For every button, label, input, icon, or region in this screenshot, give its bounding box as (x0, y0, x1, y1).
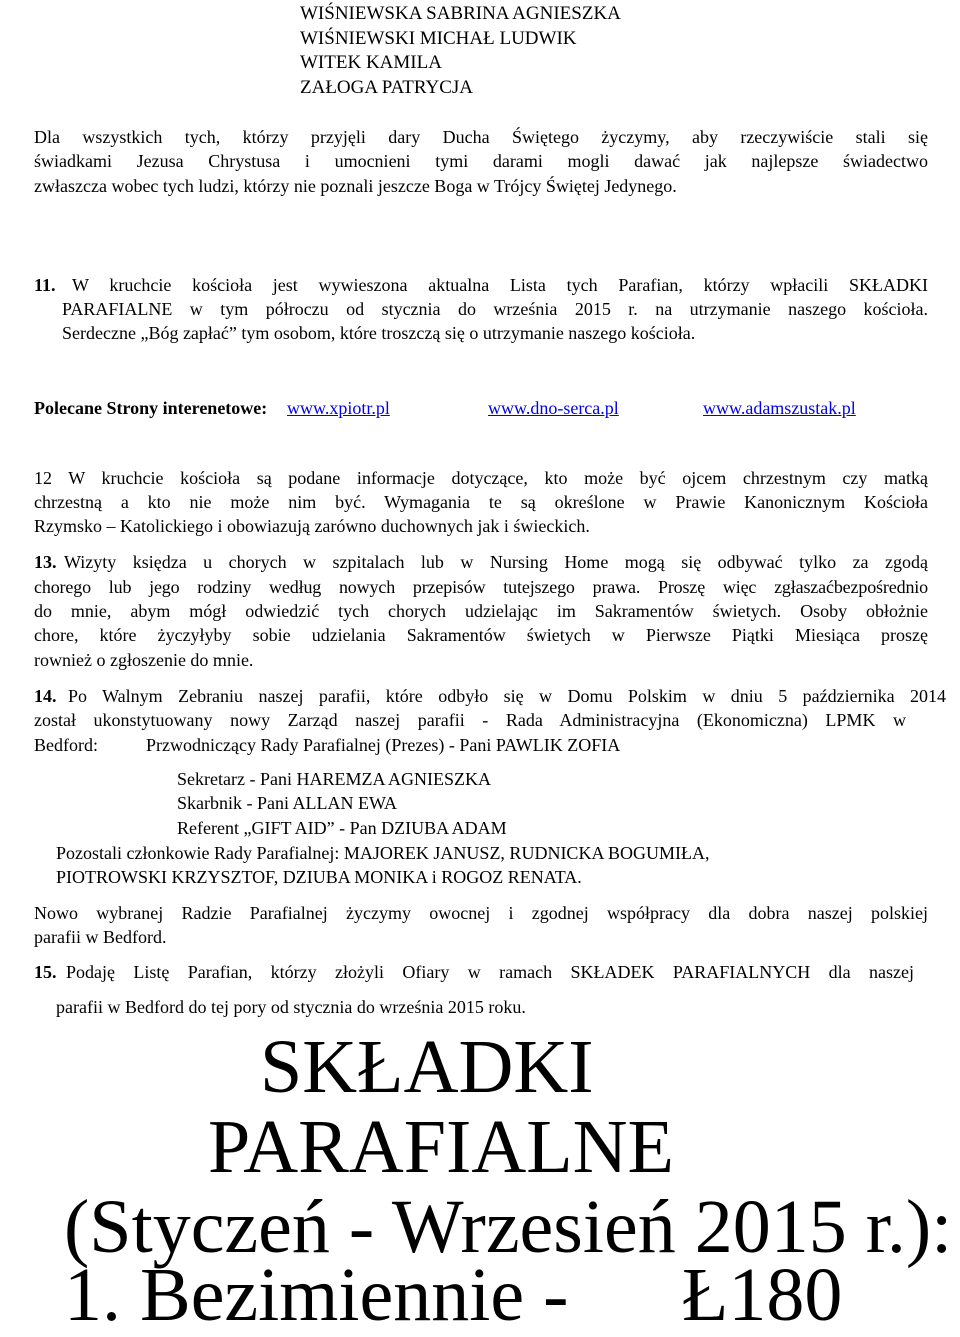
item-13-line: chorego lub jego rodziny według nowych przepisów tutejszego prawa. Proszę więc zgłaszaćbezpośrednio (34, 577, 928, 597)
item-15-number: 15. (34, 962, 57, 982)
intro-line: zwłaszcza wobec tych ludzi, którzy nie poznali jeszcze Boga w Trójcy Świętej Jedynego. (34, 176, 677, 196)
parishioner-name: ZAŁOGA PATRYCJA (300, 77, 473, 98)
link-xpiotr[interactable]: www.xpiotr.pl (287, 398, 390, 418)
item-11-number: 11. (34, 275, 56, 295)
dues-entry-amount: Ł180 (682, 1253, 843, 1337)
item-12-line: chrzestną a kto nie może nim być. Wymagania te są określone w Prawie Kanonicznym Kościoła (34, 492, 928, 512)
item-12-line: Rzymsko – Katolickiego i obowiazują zarówno duchownych jak i świeckich. (34, 516, 590, 536)
item-14-line: został ukonstytuowany nowy Zarząd naszej parafii - Rada Administracyjna (Ekonomiczna) LPMK w (34, 710, 906, 730)
board-secretary: Sekretarz - Pani HAREMZA AGNIESZKA (177, 769, 491, 789)
parishioner-name: WITEK KAMILA (300, 52, 442, 73)
board-treasurer: Skarbnik - Pani ALLAN EWA (177, 793, 397, 813)
intro-line: Dla wszystkich tych, którzy przyjęli dary Ducha Świętego życzymy, aby rzeczywiście stali się (34, 127, 928, 147)
board-other-members: Pozostali członkowie Rady Parafialnej: MAJOREK JANUSZ, RUDNICKA BOGUMIŁA, (56, 843, 710, 863)
item-14-line: Po Walnym Zebraniu naszej parafii, które odbyło się w Domu Polskim w dniu 5 października 2014 (68, 686, 946, 706)
item-12-line: 12 W kruchcie kościoła są podane informacje dotyczące, kto może być ojcem chrzestnym czy matką (34, 468, 928, 488)
dues-heading: PARAFIALNE (208, 1105, 674, 1189)
item-11-line: PARAFIALNE w tym półroczu od stycznia do września 2015 r. na utrzymanie naszego kościoła. (62, 299, 928, 319)
parishioner-name: WIŚNIEWSKI MICHAŁ LUDWIK (300, 28, 577, 49)
wishes-line: Nowo wybranej Radzie Parafialnej życzymy owocnej i zgodnej współpracy dla dobra naszej polskiej (34, 903, 928, 923)
parishioner-name: WIŚNIEWSKA SABRINA AGNIESZKA (300, 3, 621, 24)
item-13-line: rownież o zgłoszenie do mnie. (34, 650, 254, 670)
link-dno-serca[interactable]: www.dno-serca.pl (488, 398, 619, 418)
item-13-number: 13. (34, 552, 57, 572)
wishes-line: parafii w Bedford. (34, 927, 167, 947)
board-gift-aid-referent: Referent „GIFT AID” - Pan DZIUBA ADAM (177, 818, 507, 838)
item-13-line: Wizyty księdza u chorych w szpitalach lub w Nursing Home mogą się odbywać tylko za zgodą (64, 552, 928, 572)
item-13-line: chore, które życzyłyby sobie udzielania Sakramentów świetych w Pierwsze Piątki Miesiąca proszę (34, 625, 928, 645)
dues-entry-label: 1. Bezimiennie - (64, 1253, 569, 1337)
item-15-line: Podaję Listę Parafian, którzy złożyli Ofiary w ramach SKŁADEK PARAFIALNYCH dla naszej (66, 962, 914, 982)
recommended-sites-label: Polecane Strony interenetowe: (34, 398, 268, 418)
item-14-number: 14. (34, 686, 57, 706)
link-adamszustak[interactable]: www.adamszustak.pl (703, 398, 856, 418)
item-15-line: parafii w Bedford do tej pory od stycznia do września 2015 roku. (56, 997, 526, 1017)
item-13-line: do mnie, abym mógł odwiedzić tych chorych udzielając im Sakramentów świetych. Osoby obłożnie (34, 601, 928, 621)
dues-heading: SKŁADKI (260, 1025, 594, 1109)
board-president: Przwodniczący Rady Parafialnej (Prezes) - Pani PAWLIK ZOFIA (146, 735, 621, 755)
intro-line: świadkami Jezusa Chrystusa i umocnieni tymi darami mogli dawać jak najlepsze świadectwo (34, 151, 928, 171)
dues-period-heading: (Styczeń - Wrzesień 2015 r.): (64, 1185, 953, 1269)
item-11-line: Serdeczne „Bóg zapłać” tym osobom, które troszczą się o utrzymanie naszego kościoła. (62, 323, 696, 343)
board-other-members: PIOTROWSKI KRZYSZTOF, DZIUBA MONIKA i ROGOZ RENATA. (56, 867, 582, 887)
item-11-line: W kruchcie kościoła jest wywieszona aktualna Lista tych Parafian, którzy wpłacili SKŁADKI (72, 275, 928, 295)
item-14-line: Bedford: (34, 735, 98, 755)
